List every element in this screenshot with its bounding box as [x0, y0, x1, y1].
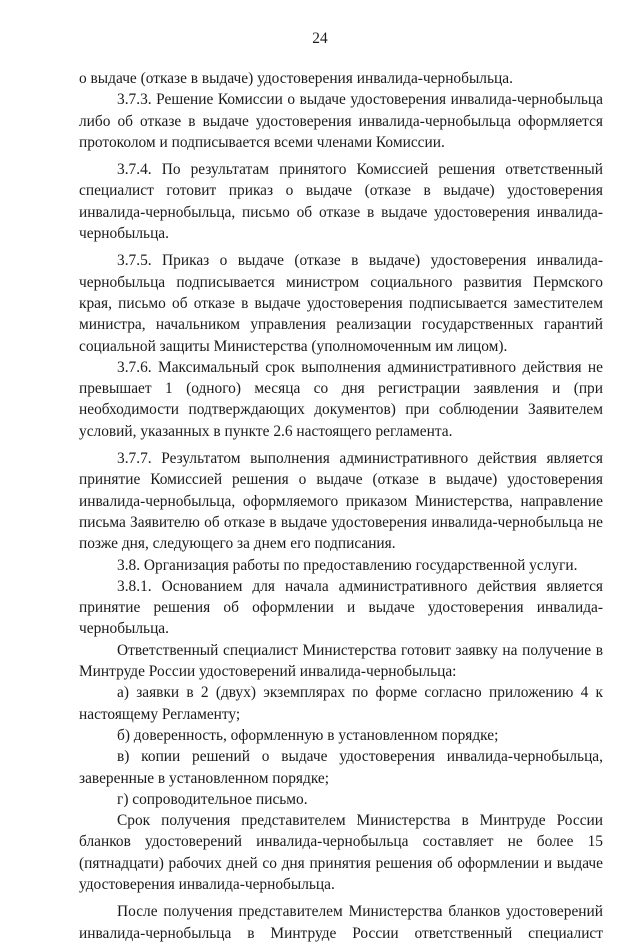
paragraph-request: Ответственный специалист Министерства готовит заявку на получение в Минтруде России удостоверений инвалида-чернобыльца:	[79, 641, 603, 681]
page-number: 24	[312, 30, 328, 47]
document-body	[79, 68, 603, 944]
paragraph-receipt-term: Срок получения представителем Министерства в Минтруде России бланков удостоверений инвалида-чернобыльца составляет не более 15 (пятнадцати) рабочих дней со дня принятия решения об оформлении и выдаче удостоверения инвалида-чернобыльца.	[79, 812, 603, 893]
list-item-v: в) копии решений о выдаче удостоверения инвалида-чернобыльца, заверенные в установленном порядке;	[79, 748, 603, 787]
list-item-g: г) сопроводительное письмо.	[117, 790, 308, 808]
paragraph-continuation: о выдаче (отказе в выдаче) удостоверения инвалида-чернобыльца.	[79, 70, 513, 87]
list-item-b: б) доверенность, оформленную в установленном порядке;	[117, 726, 499, 744]
paragraph-3-7-7: 3.7.7. Результатом выполнения административного действия является принятие Комиссией решения о выдаче (отказе в выдаче) удостоверения инвалида-чернобыльца, оформляемого приказом Министерства, направление письма Заявителю об отказе в выдаче удостоверения инвалида-чернобыльца не позже дня, следующего за днем его подписания.	[79, 450, 603, 553]
paragraph-3-7-5: 3.7.5. Приказ о выдаче (отказе в выдаче) удостоверения инвалида-чернобыльца подписывается министром социального развития Пермского края, письмо об отказе в выдаче удостоверения подписывается заместителем министра, начальником управления реализации государственных гарантий социальной защиты Министерства (уполномоченным им лицом).	[79, 252, 603, 355]
paragraph-3-8-1: 3.8.1. Основанием для начала административного действия является принятие решения об оформлении и выдаче удостоверения инвалида-чернобыльца.	[79, 577, 603, 638]
list-item-a: а) заявки в 2 (двух) экземплярах по форме согласно приложению 4 к настоящему Регламенту;	[79, 684, 603, 723]
paragraph-3-7-4: 3.7.4. По результатам принятого Комиссией решения ответственный специалист готовит приказ о выдаче (отказе в выдаче) удостоверения инвалида-чернобыльца, письмо об отказе в выдаче удостоверения инвалида-чернобыльца.	[79, 161, 603, 243]
paragraph-3-7-3: 3.7.3. Решение Комиссии о выдаче удостоверения инвалида-чернобыльца либо об отказе в выдаче удостоверения инвалида-чернобыльца оформляется протоколом и подписывается всеми членами Комиссии.	[79, 91, 603, 151]
paragraph-3-7-6: 3.7.6. Максимальный срок выполнения административного действия не превышает 1 (одного) месяца со дня регистрации заявления и (при необходимости подтверждающих документов) при соблюдении Заявителем условий, указанных в пункте 2.6 настоящего регламента.	[79, 358, 603, 440]
paragraph-3-8: 3.8. Организация работы по предоставлению государственной услуги.	[117, 556, 578, 574]
paragraph-after-receipt: После получения представителем Министерства бланков удостоверений инвалида-чернобыльца в Минтруде России ответственный специалист	[79, 903, 603, 942]
